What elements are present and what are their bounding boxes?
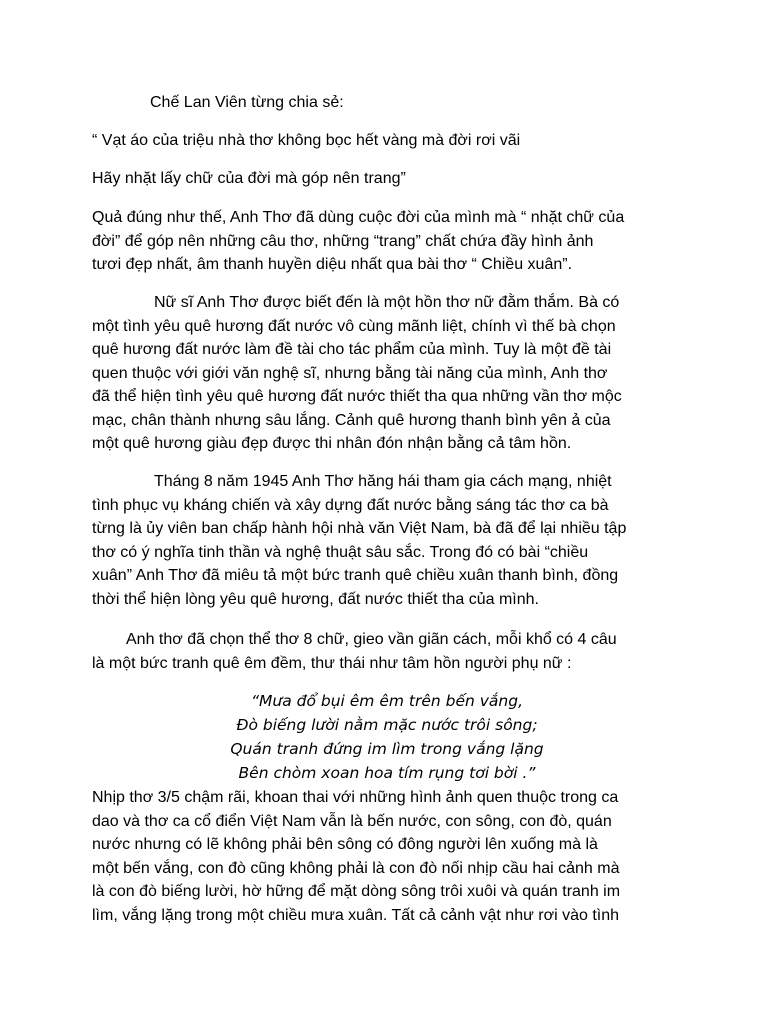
- paragraph-1: [92, 206, 624, 277]
- paragraph-line: nước nhưng có lẽ không phải bên sông có đông người lên xuống mà là: [92, 836, 598, 853]
- paragraph-line: Quả đúng như thế, Anh Thơ đã dùng cuộc đời của mình mà “ nhặt chữ của: [92, 209, 625, 226]
- paragraph-line: dao và thơ ca cổ điển Việt Nam vẫn là bến nước, con sông, con đò, quán: [92, 812, 612, 830]
- paragraph-line: lìm, vắng lặng trong một chiều mưa xuân. Tất cả cảnh vật như rơi vào tình: [92, 906, 619, 924]
- paragraph-line: thời thể hiện lòng yêu quê hương, đất nước thiết tha của mình.: [92, 590, 539, 608]
- paragraph-line: quen thuộc với giới văn nghệ sĩ, nhưng bằng tài năng của mình, Anh thơ: [92, 364, 608, 382]
- paragraph-line: đã thể hiện tình yêu quê hương đất nước thiết tha qua những vần thơ mộc: [92, 388, 622, 405]
- paragraph-line: một quê hương giàu đẹp được thi nhân đón nhận bằng cả tâm hồn.: [92, 435, 572, 452]
- paragraph-line: Nữ sĩ Anh Thơ được biết đến là một hồn thơ nữ đằm thắm. Bà có: [154, 294, 620, 311]
- paragraph-line: xuân” Anh Thơ đã miêu tả một bức tranh quê chiều xuân thanh bình, đồng: [92, 567, 619, 584]
- paragraph-line: tình phục vụ kháng chiến và xây dựng đất nước bằng sáng tác thơ ca bà: [92, 496, 609, 514]
- paragraph-line: Nhịp thơ 3/5 chậm rãi, khoan thai với những hình ảnh quen thuộc trong ca: [92, 789, 619, 806]
- poem-line: Đò biếng lười nằm mặc nước trôi sông;: [236, 716, 538, 734]
- poem-line: Bên chòm xoan hoa tím rụng tơi bời .”: [238, 764, 536, 782]
- paragraph-line: từng là ủy viên ban chấp hành hội nhà văn Việt Nam, bà đã để lại nhiều tập: [92, 520, 627, 537]
- quote-line-2: Hãy nhặt lấy chữ của đời mà góp nên trang”: [92, 170, 406, 187]
- quote-line-1: “ Vạt áo của triệu nhà thơ không bọc hết vàng mà đời rơi vãi: [92, 132, 521, 149]
- paragraph-line: một bến vắng, con đò cũng không phải là con đò nối nhịp cầu hai cảnh mà: [92, 859, 620, 877]
- paragraph-line: quê hương đất nước làm đề tài cho tác phẩm của mình. Tuy là một đề tài: [92, 341, 612, 358]
- paragraph-5: [92, 786, 620, 927]
- intro-lead: Chế Lan Viên từng chia sẻ:: [150, 94, 344, 111]
- poem-stanza: [92, 689, 682, 785]
- paragraph-2: [92, 291, 622, 456]
- paragraph-3: [92, 470, 626, 611]
- poem-line: Quán tranh đứng im lìm trong vắng lặng: [230, 740, 544, 758]
- paragraph-line: Tháng 8 năm 1945 Anh Thơ hăng hái tham gia cách mạng, nhiệt: [154, 473, 612, 490]
- paragraph-line: một tình yêu quê hương đất nước vô cùng mãnh liệt, chính vì thế bà chọn: [92, 317, 616, 335]
- paragraph-line: mạc, chân thành nhưng sâu lắng. Cảnh quê hương thanh bình yên ả của: [92, 411, 611, 429]
- paragraph-line: thơ có ý nghĩa tinh thần và nghệ thuật sâu sắc. Trong đó có bài “chiều: [92, 543, 589, 561]
- paragraph-4: [92, 628, 617, 675]
- paragraph-line: là con đò biếng lười, hờ hững để mặt dòng sông trôi xuôi và quán tranh im: [92, 883, 621, 900]
- paragraph-line: Anh thơ đã chọn thể thơ 8 chữ, gieo vần giãn cách, mỗi khổ có 4 câu: [126, 631, 617, 648]
- paragraph-line: đời” để góp nên những câu thơ, những “trang” chất chứa đầy hình ảnh: [92, 232, 594, 250]
- paragraph-line: tươi đẹp nhất, âm thanh huyền diệu nhất qua bài thơ “ Chiều xuân”.: [92, 256, 573, 273]
- paragraph-line: là một bức tranh quê êm đềm, thư thái như tâm hồn người phụ nữ :: [92, 654, 572, 672]
- poem-line: “Mưa đổ bụi êm êm trên bến vắng,: [250, 692, 524, 710]
